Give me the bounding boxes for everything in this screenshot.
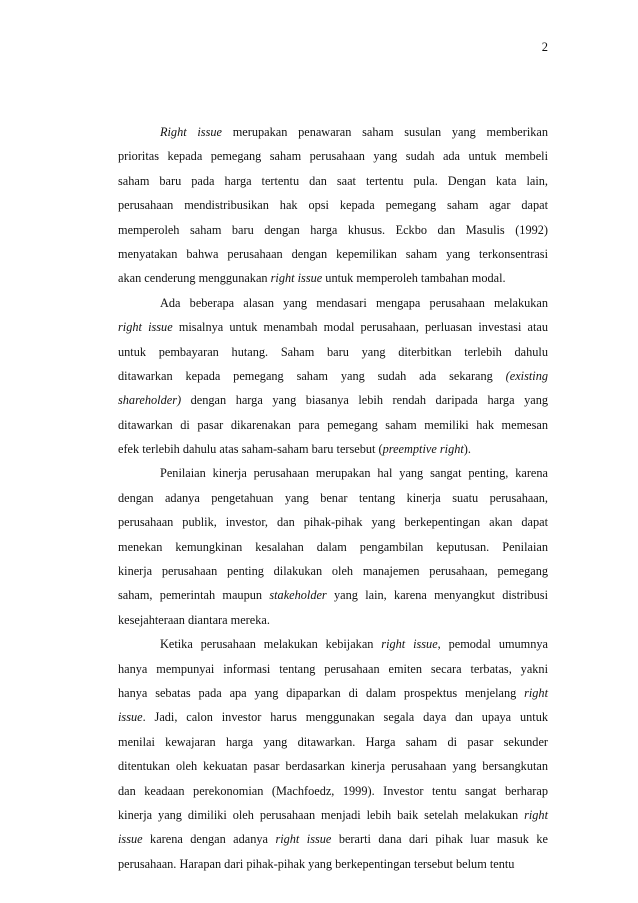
- text-segment: hanya mempunyai informasi tentang perusahaan emiten secara terbatas, yakni: [118, 661, 548, 676]
- text-segment: perusahaan. Harapan dari pihak-pihak yang berkepentingan tersebut belum tentu: [118, 856, 515, 871]
- text-line: [118, 705, 548, 729]
- text-line: [118, 144, 548, 168]
- text-line: [118, 242, 548, 266]
- text-line: [118, 535, 548, 559]
- text-line: [118, 388, 548, 412]
- text-segment: Ketika perusahaan melakukan kebijakan: [160, 637, 382, 652]
- text-line: [118, 364, 548, 388]
- text-line: [118, 266, 548, 290]
- text-segment: dengan harga yang biasanya lebih rendah daripada harga yang: [181, 393, 548, 408]
- paragraph: [118, 120, 548, 291]
- text-segment: dan keadaan perekonomian (Machfoedz, 1999). Investor tentu sangat berharap: [118, 783, 548, 798]
- italic-term: right: [524, 685, 548, 700]
- text-segment: menekan kemungkinan kesalahan dalam pengambilan keputusan. Penilaian: [118, 539, 548, 554]
- text-line: [118, 827, 548, 851]
- text-line: [118, 510, 548, 534]
- text-line: [118, 461, 548, 485]
- italic-term: right issue: [275, 832, 332, 847]
- text-line: [118, 413, 548, 437]
- italic-term: right issue: [270, 271, 323, 286]
- text-segment: ditentukan oleh kekuatan pasar berdasarkan kinerja perusahaan yang bersangkutan: [118, 759, 548, 774]
- text-segment: kinerja yang dimiliki oleh perusahaan menjadi lebih baik setelah melakukan: [118, 807, 525, 822]
- text-segment: ditawarkan di pasar dikarenakan para pemegang saham memiliki hak memesan: [118, 417, 548, 432]
- italic-term: right issue: [118, 320, 173, 335]
- italic-term: shareholder): [118, 393, 182, 408]
- text-segment: perusahaan publik, investor, dan pihak-pihak yang berkepentingan akan dapat: [118, 515, 548, 530]
- text-line: [118, 169, 548, 193]
- text-segment: misalnya untuk menambah modal perusahaan, perluasan investasi atau: [172, 320, 548, 335]
- text-segment: dengan adanya pengetahuan yang benar tentang kinerja suatu perusahaan,: [118, 490, 548, 505]
- italic-term: (existing: [505, 368, 548, 383]
- text-segment: kesejahteraan diantara mereka.: [118, 612, 270, 627]
- text-segment: memperoleh saham baru dengan harga khusus. Eckbo dan Masulis (1992): [118, 222, 548, 237]
- text-line: [118, 437, 548, 461]
- italic-term: right: [524, 807, 548, 822]
- paragraph: [118, 291, 548, 462]
- text-segment: saham, pemerintah maupun: [118, 588, 270, 603]
- italic-term: issue: [118, 832, 143, 847]
- text-segment: saham baru pada harga tertentu dan saat tertentu pula. Dengan kata lain,: [118, 173, 548, 188]
- text-line: [118, 608, 548, 632]
- text-line: [118, 486, 548, 510]
- italic-term: issue: [118, 710, 143, 725]
- text-segment: merupakan penawaran saham susulan yang memberikan: [221, 125, 548, 139]
- text-segment: berarti dana dari pihak luar masuk ke: [331, 832, 548, 847]
- text-segment: ).: [463, 442, 471, 457]
- paragraph: [118, 632, 548, 876]
- text-segment: hanya sebatas pada apa yang dipaparkan di dalam prospektus menjelang: [118, 685, 525, 700]
- italic-term: stakeholder: [269, 588, 327, 603]
- italic-term: preemptive right: [382, 442, 464, 457]
- text-line: [118, 340, 548, 364]
- text-segment: Penilaian kinerja perusahaan merupakan hal yang sangat penting, karena: [160, 466, 548, 481]
- text-segment: untuk pembayaran hutang. Saham baru yang diterbitkan terlebih dahulu: [118, 344, 548, 359]
- text-segment: prioritas kepada pemegang saham perusahaan yang sudah ada untuk membeli: [118, 149, 548, 164]
- text-segment: karena dengan adanya: [142, 832, 276, 847]
- text-line: [118, 291, 548, 315]
- text-line: [118, 632, 548, 656]
- italic-term: right issue: [381, 637, 438, 652]
- text-segment: ditawarkan kepada pemegang saham yang sudah ada sekarang: [118, 368, 506, 383]
- text-segment: untuk memperoleh tambahan modal.: [322, 271, 506, 286]
- text-line: [118, 120, 548, 144]
- text-line: [118, 315, 548, 339]
- text-segment: perusahaan mendistribusikan hak opsi kepada pemegang saham agar dapat: [118, 198, 548, 213]
- text-line: [118, 559, 548, 583]
- page-number: 2: [541, 40, 548, 54]
- text-segment: Ada beberapa alasan yang mendasari mengapa perusahaan melakukan: [160, 295, 548, 310]
- text-line: [118, 779, 548, 803]
- text-line: [118, 193, 548, 217]
- text-line: [118, 852, 548, 876]
- text-segment: kinerja perusahaan penting dilakukan oleh manajemen perusahaan, pemegang: [118, 564, 548, 579]
- text-segment: yang lain, karena menyangkut distribusi: [326, 588, 548, 603]
- text-line: [118, 583, 548, 607]
- text-line: [118, 803, 548, 827]
- text-segment: menyatakan bahwa perusahaan dengan kepemilikan saham yang terkonsentrasi: [118, 246, 548, 261]
- paragraph: [118, 461, 548, 632]
- body-text: [118, 120, 548, 876]
- text-line: [118, 730, 548, 754]
- text-segment: , pemodal umumnya: [437, 637, 548, 652]
- text-line: [118, 657, 548, 681]
- text-segment: akan cenderung menggunakan: [118, 271, 271, 286]
- text-segment: menilai kewajaran harga yang ditawarkan. Harga saham di pasar sekunder: [118, 734, 548, 749]
- text-line: [118, 754, 548, 778]
- text-line: [118, 218, 548, 242]
- text-segment: . Jadi, calon investor harus menggunakan segala daya dan upaya untuk: [142, 710, 548, 725]
- text-segment: efek terlebih dahulu atas saham-saham baru tersebut (: [118, 442, 383, 457]
- text-line: [118, 681, 548, 705]
- italic-term: Right issue: [160, 125, 222, 139]
